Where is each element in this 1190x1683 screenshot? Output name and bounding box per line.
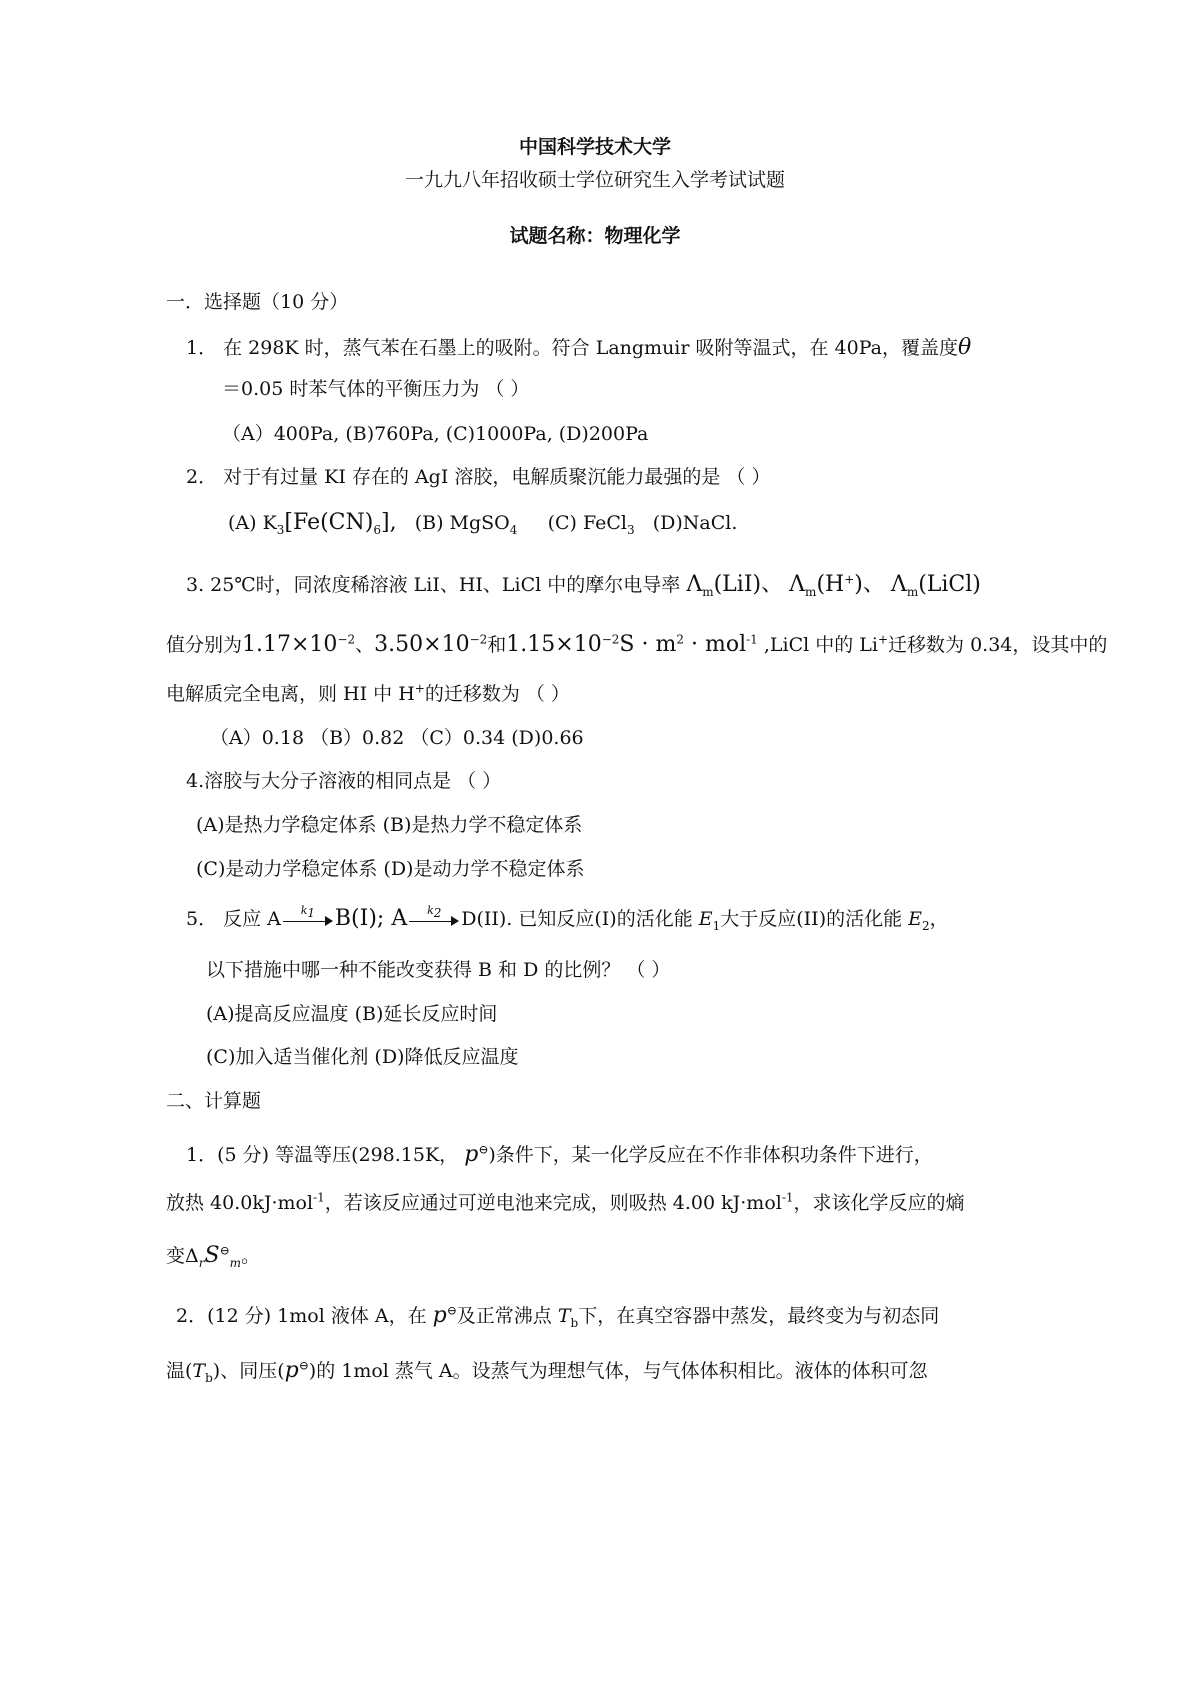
reaction-arrow-k2: $k_2$ bbox=[409, 910, 459, 930]
q5-options-ab: (A)提高反应温度 (B)延长反应时间 bbox=[206, 1003, 498, 1025]
p2q1-line2: 放热 40.0kJ·mol$^{-1}$，若该反应通过可逆电池来完成，则吸热 4.00 kJ·mol$^{-1}$，求该化学反应的熵 bbox=[166, 1190, 965, 1214]
q4-options-cd: (C)是动力学稳定体系 (D)是动力学不稳定体系 bbox=[196, 858, 585, 880]
q5-options-cd: (C)加入适当催化剂 (D)降低反应温度 bbox=[206, 1046, 519, 1068]
theta-symbol: θ bbox=[957, 335, 972, 360]
q3-line1: 3. 25℃时，同浓度稀溶液 LiI、HI、LiCl 中的摩尔电导率 $\Lambda_m(LiI)$、 $\Lambda_m(H^+)$、 $\Lambda_m(LiCl)$ bbox=[186, 572, 981, 599]
p2q1-line3: 变$\Delta_rS^⊖_m$。 bbox=[166, 1243, 261, 1270]
p2q1-line1: 1．(5 分) 等温等压(298.15K， p⊖)条件下，某一化学反应在不作非体积功条件下进行， bbox=[186, 1142, 933, 1167]
q3-line2: 值分别为$1.17\times 10^{-2}$、$3.50\times 10^{-2}$和$1.15\times 10^{-2}S \cdot m^2 \cdot mol^{-1}$ ,LiCl 中的 Li+迁移数为 0.34，设其中的 bbox=[166, 632, 1108, 657]
q4-options-ab: (A)是热力学稳定体系 (B)是热力学不稳定体系 bbox=[196, 814, 583, 836]
q5-line1: 5． 反应 A $k_1$ B(I); A $k_2$ D(II). 已知反应(I)的活化能 $E_1$大于反应(II)的活化能 $E_2$， bbox=[186, 904, 949, 933]
q2-opt-a: (A) $K_3[Fe(CN)_6]$, bbox=[228, 510, 397, 537]
reaction-arrow-k1: $k_1$ bbox=[283, 910, 333, 930]
university-title: 中国科学技术大学 bbox=[518, 136, 671, 158]
q2-opt-c: (C) FeCl$_3$ bbox=[547, 512, 635, 537]
q1-options: （A）400Pa, (B)760Pa, (C)1000Pa, (D)200Pa bbox=[222, 423, 649, 445]
p2q2-line2: 温$(T_b)$、同压(p⊖)的 1mol 蒸气 A。设蒸气为理想气体，与气体体积相比。液体的体积可忽 bbox=[166, 1358, 928, 1385]
q2-opt-b: (B) MgSO$_4$ bbox=[414, 512, 518, 537]
q5-line2: 以下措施中哪一种不能改变获得 B 和 D 的比例？ （ ） bbox=[206, 959, 671, 981]
part2-title: 二、计算题 bbox=[166, 1090, 262, 1112]
q2-opt-d: (D)NaCl. bbox=[652, 512, 738, 534]
q2-line1: 2． 对于有过量 KI 存在的 AgI 溶胶，电解质聚沉能力最强的是 （ ） bbox=[186, 466, 771, 488]
exam-title: 一九九八年招收硕士学位研究生入学考试试题 bbox=[404, 169, 785, 191]
q1-text1: 1． 在 298K 时，蒸气苯在石墨上的吸附。符合 Langmuir 吸附等温式，在 40Pa，覆盖度 bbox=[186, 337, 958, 359]
part1-title: 一．选择题（10 分） bbox=[166, 291, 349, 313]
q1-line1 bbox=[186, 335, 971, 361]
subject-title: 试题名称：物理化学 bbox=[509, 225, 681, 247]
p2q2-line1: 2．(12 分) 1mol 液体 A，在 p⊖及正常沸点 $T_b$下，在真空容器中蒸发，最终变为与初态同 bbox=[176, 1303, 940, 1330]
q4-line1: 4.溶胶与大分子溶液的相同点是 （ ） bbox=[186, 770, 502, 792]
q2-options bbox=[228, 510, 737, 536]
q1-line2: ＝0.05 时苯气体的平衡压力为 （ ） bbox=[222, 378, 530, 400]
q3-options: （A）0.18 （B）0.82 （C）0.34 (D)0.66 bbox=[210, 727, 584, 749]
q3-line3: 电解质完全电离，则 HI 中 H+的迁移数为 （ ） bbox=[166, 681, 570, 705]
